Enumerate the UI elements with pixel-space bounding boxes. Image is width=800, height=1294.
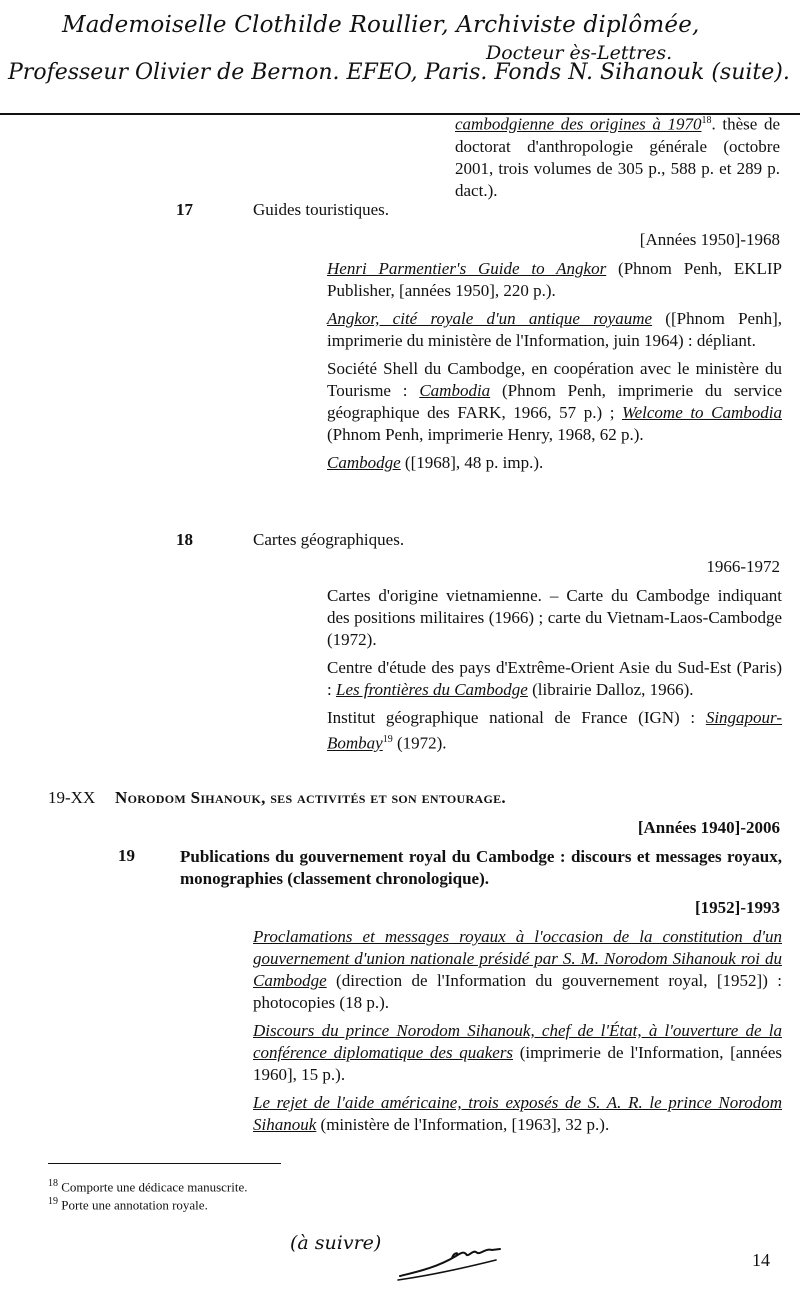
- list-item: Cambodge ([1968], 48 p. imp.).: [327, 453, 544, 472]
- section-heading: Norodom Sihanouk, ses activités et son entourage.: [115, 788, 506, 807]
- item-heading-18: Cartes géographiques.: [253, 530, 405, 549]
- item-heading-19: Publications du gouvernement royal du Cambodge : discours et messages royaux, monographies (classement chronologique).: [180, 847, 782, 888]
- list-item: Centre d'étude des pays d'Extrême-Orient Asie du Sud-Est (Paris) : Les frontières du Cambodge (librairie Dalloz, 1966).: [327, 658, 782, 699]
- item-date-19: [1952]-1993: [695, 898, 780, 917]
- footnote-ref-18: 18: [701, 115, 712, 126]
- list-item: Henri Parmentier's Guide to Angkor (Phnom Penh, EKLIP Publisher, [années 1950], 220 p.).: [327, 259, 782, 300]
- item-entries-18: [327, 585, 782, 761]
- list-item: Cartes d'origine vietnamienne. – Carte du Cambodge indiquant des positions militaires (1966) ; carte du Vietnam-Laos-Cambodge (1972).: [327, 586, 782, 649]
- section-date: [Années 1940]-2006: [637, 818, 780, 837]
- item-date-17: [Années 1950]-1968: [639, 230, 780, 249]
- item-number-17: 17: [176, 200, 193, 219]
- handwritten-header-line3: Professeur Olivier de Bernon. EFEO, Paris. Fonds N. Sihanouk (suite).: [8, 60, 790, 85]
- list-item: Angkor, cité royale d'un antique royaume ([Phnom Penh], imprimerie du ministère de l'Information, juin 1964) : dépliant.: [327, 309, 782, 350]
- item-number-19: 19: [118, 846, 135, 865]
- page-number: 14: [752, 1250, 770, 1270]
- item-number-18: 18: [176, 530, 193, 549]
- handwritten-header-line2: Docteur ès-Lettres.: [486, 42, 673, 64]
- continuation-paragraph: [455, 110, 780, 202]
- footnote-rule: [48, 1163, 281, 1164]
- signature-mark: [396, 1238, 504, 1282]
- list-item: Institut géographique national de France (IGN) : Singapour-Bombay$^{19}$ (1972).: [327, 708, 782, 753]
- footnote-18: $^{18}$ Comporte une dédicace manuscrite.: [48, 1178, 248, 1195]
- footnote-ref-19: 19: [382, 734, 393, 745]
- item-date-18: 1966-1972: [706, 557, 780, 576]
- list-item: Société Shell du Cambodge, en coopération avec le ministère du Tourisme : Cambodia (Phnom Penh, imprimerie du service géographique des FARK, 1966, 57 p.) ; Welcome to Cambodia (Phnom Penh, imprimerie Henry, 1968, 62 p.).: [327, 359, 782, 444]
- section-number: 19-XX: [48, 788, 96, 807]
- a-suivre-note: (à suivre): [290, 1232, 382, 1254]
- item-heading-17: Guides touristiques.: [253, 200, 389, 219]
- list-item: Le rejet de l'aide américaine, trois exposés de S. A. R. le prince Norodom Sihanouk (ministère de l'Information, [1963], 32 p.).: [253, 1093, 782, 1134]
- continuation-text: . thèse de doctorat d'anthropologie générale (octobre 2001, trois volumes de 305 p., 588 p. et 289 p. dact.).: [455, 114, 780, 200]
- handwritten-header-line1: Mademoiselle Clothilde Roullier, Archiviste diplômée,: [62, 12, 700, 38]
- item-entries-19: [253, 926, 782, 1142]
- continuation-title: cambodgienne des origines à 1970: [455, 114, 702, 134]
- item-entries-17: [327, 258, 782, 480]
- footnote-19: $^{19}$ Porte une annotation royale.: [48, 1196, 208, 1213]
- list-item: Proclamations et messages royaux à l'occasion de la constitution d'un gouvernement d'union nationale présidé par S. M. Norodom Sihanouk roi du Cambodge (direction de l'Information du gouvernement royal, [1952]) : photocopies (18 p.).: [253, 927, 782, 1012]
- list-item: Discours du prince Norodom Sihanouk, chef de l'État, à l'ouverture de la conférence diplomatique des quakers (imprimerie de l'Information, [années 1960], 15 p.).: [253, 1021, 782, 1084]
